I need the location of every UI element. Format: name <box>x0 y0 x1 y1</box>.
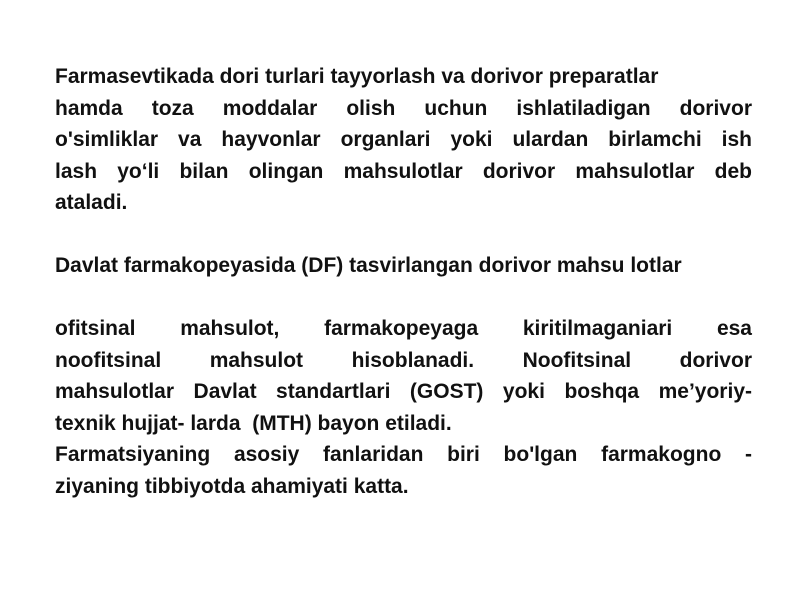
text-line: Davlat farmakopeyasida (DF) tasvirlangan dorivor mahsu lotlar <box>55 254 682 277</box>
text-line: lash yo‘li bilan olingan mahsulotlar dorivor mahsulotlar deb <box>55 159 752 183</box>
text-line: noofitsinal mahsulot hisoblanadi. Noofitsinal dorivor <box>55 348 752 372</box>
text-line: Farmasevtikada dori turlari tayyorlash va dorivor preparatlar <box>55 65 659 88</box>
text-line: ziyaning tibbiyotda ahamiyati katta. <box>55 474 409 498</box>
slide-text-body <box>55 61 752 502</box>
text-line: Farmatsiyaning asosiy fanlaridan biri bo'lgan farmakogno - <box>55 443 752 466</box>
text-line: hamda toza moddalar olish uchun ishlatiladigan dorivor <box>55 96 752 120</box>
text-line: o'simliklar va hayvonlar organlari yoki ulardan birlamchi ish <box>55 128 752 151</box>
text-line: ofitsinal mahsulot, farmakopeyaga kiritilmaganiari esa <box>55 317 752 340</box>
text-line: ataladi. <box>55 191 128 214</box>
text-line: mahsulotlar Davlat standartlari (GOST) yoki boshqa me’yoriy- <box>55 380 752 403</box>
paragraph-spacer <box>55 219 752 251</box>
text-line: texnik hujjat- larda (MTH) bayon etiladi. <box>55 411 452 435</box>
paragraph-spacer <box>55 282 752 314</box>
